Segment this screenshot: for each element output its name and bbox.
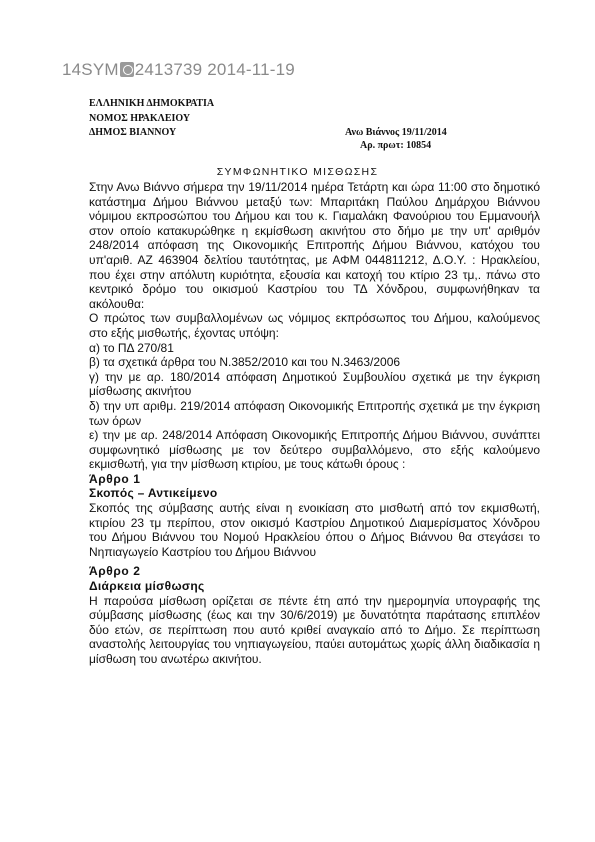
article-2-text: Η παρούσα μίσθωση ορίζεται σε πέντε έτη από την ημερομηνία υπογραφής της σύμβασης μίσθωσης (έως και την 30/6/2019) με δυνατότητα παράτασης επιπλέον δύο ετών, σε περίπτωση που αυτό κριθεί αναγκαίο από το Δήμο. Σε περίπτωση αναστολής λειτουργίας του νηπιαγωγείου, παύει αυτομάτως χωρίς άλλη διαδικασία η μίσθωση του ανωτέρω ακινήτου. bbox=[89, 593, 540, 666]
document-body bbox=[89, 180, 540, 667]
article-1-title: Άρθρο 1 bbox=[89, 471, 141, 486]
header-country: ΕΛΛΗΝΙΚΗ ΔΗΜΟΚΡΑΤΙΑ bbox=[89, 98, 215, 109]
considerations-paragraph: Ο πρώτος των συμβαλλομένων ως νόμιμος εκπρόσωπος του Δήμου, καλούμενος στο εξής μισθωτής, έχοντας υπόψη: bbox=[89, 311, 540, 340]
consideration-item: δ) την υπ αριθμ. 219/2014 απόφαση Οικονομικής Επιτροπής σχετικά με την έγκριση των όρων bbox=[89, 398, 540, 428]
consideration-item: γ) την με αρ. 180/2014 απόφαση Δημοτικού Συμβουλίου σχετικά με την έγκριση μίσθωσης ακινήτου bbox=[89, 369, 540, 399]
header-prefecture: ΝΟΜΟΣ ΗΡΑΚΛΕΙΟΥ bbox=[89, 112, 191, 124]
consideration-item: ε) την με αρ. 248/2014 Απόφαση Οικονομικής Επιτροπής Δήμου Βιάννου, συνάπτει συμφωνητικό μίσθωσης με τον δεύτερο συμβαλλόμενο, στο εξής καλούμενο εκμισθωτή, για την μίσθωση κτιρίου, με τους κάτωθι όρους : bbox=[89, 428, 540, 472]
seal-icon bbox=[120, 62, 134, 77]
article-2-subtitle: Διάρκεια μίσθωσης bbox=[89, 579, 205, 594]
date-block bbox=[345, 126, 447, 152]
issuer-header bbox=[89, 97, 214, 141]
document-stamp bbox=[62, 60, 295, 80]
consideration-item: α) το ΠΔ 270/81 bbox=[89, 340, 174, 355]
document-date: Ανω Βιάννος 19/11/2014 bbox=[345, 127, 447, 138]
document-title: ΣΥΜΦΩΝΗΤΙΚΟ ΜΙΣΘΩΣΗΣ bbox=[216, 166, 379, 178]
header-municipality: ΔΗΜΟΣ ΒΙΑΝΝΟΥ bbox=[89, 127, 177, 138]
intro-paragraph: Στην Ανω Βιάννο σήμερα την 19/11/2014 ημέρα Τετάρτη και ώρα 11:00 στο δημοτικό κατάστημα Δήμου Βιάννου μεταξύ των: Μπαριτάκη Παύλου Δημάρχου Βιάννου νόμιμου εκπροσώπου του Δήμου και του κ. Γιαμαλάκη Φανούριου του Εμμανουήλ στον οποίο κατακυρώθηκε η εκμίσθωση ακινήτου στο δήμο με την υπ' αριθμόν 248/2014 απόφαση της Οικονομικής Επιτροπής Δήμου Βιάννου, κατόχου του υπ'αριθ. ΑΖ 463904 δελτίου ταυτότητας, με ΑΦΜ 044811212, Δ.Ο.Υ. : Ηρακλείου, που έχει στην απόλυτη κυριότητα, εξουσία και κατοχή του κτίριο 23 τμ,. πάνω στο κεντρικό δρόμο του οικισμού Καστρίου του ΤΔ Χόνδρου, συμφωνήθηκαν τα ακόλουθα: bbox=[89, 180, 540, 311]
article-2-title: Άρθρο 2 bbox=[89, 564, 141, 579]
stamp-suffix: 2413739 2014-11-19 bbox=[134, 60, 295, 79]
consideration-item: β) τα σχετικά άρθρα του Ν.3852/2010 και του Ν.3463/2006 bbox=[89, 355, 401, 370]
protocol-number: Αρ. πρωτ: 10854 bbox=[360, 140, 432, 151]
article-1-text: Σκοπός της σύμβασης αυτής είναι η ενοικίαση στο μισθωτή από τον εκμισθωτή, κτιρίου 23 τμ περίπου, στον οικισμό Καστρίου Δημοτικού Διαμερίσματος Χόνδρου του Δήμου Βιάννου του Νομού Ηρακλείου όπου ο Δήμος Βιάννου θα στεγάσει το Νηπιαγωγείο Καστρίου του Δήμου Βιάννου bbox=[89, 501, 540, 559]
stamp-prefix: 14SYM bbox=[62, 60, 119, 79]
article-1-subtitle: Σκοπός – Αντικείμενο bbox=[89, 486, 218, 501]
